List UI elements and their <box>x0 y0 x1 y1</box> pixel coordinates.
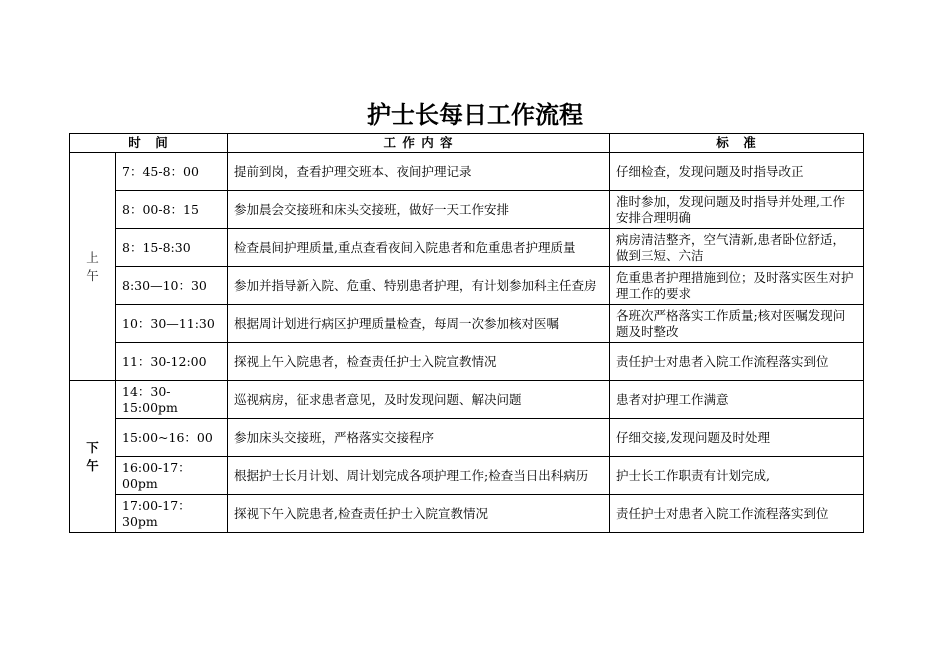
standard-cell: 患者对护理工作满意 <box>610 381 864 419</box>
header-time: 时 间 <box>70 134 228 153</box>
content-cell: 根据周计划进行病区护理质量检查，每周一次参加核对医嘱 <box>228 305 610 343</box>
standard-cell: 责任护士对患者入院工作流程落实到位 <box>610 343 864 381</box>
header-standard: 标 准 <box>610 134 864 153</box>
time-cell: 10：30—11:30 <box>116 305 228 343</box>
content-cell: 提前到岗，查看护理交班本、夜间护理记录 <box>228 153 610 191</box>
period-label: 下午 <box>86 439 99 473</box>
schedule-table <box>69 133 864 533</box>
table-row <box>70 267 864 305</box>
standard-cell: 危重患者护理措施到位；及时落实医生对护理工作的要求 <box>610 267 864 305</box>
time-cell: 7：45-8：00 <box>116 153 228 191</box>
table-row <box>70 419 864 457</box>
standard-cell: 责任护士对患者入院工作流程落实到位 <box>610 495 864 533</box>
standard-cell: 仔细交接,发现问题及时处理 <box>610 419 864 457</box>
standard-cell: 护士长工作职责有计划完成, <box>610 457 864 495</box>
time-cell: 8:30—10：30 <box>116 267 228 305</box>
time-cell: 8：00-8：15 <box>116 191 228 229</box>
content-cell: 检查晨间护理质量,重点查看夜间入院患者和危重患者护理质量 <box>228 229 610 267</box>
standard-cell: 各班次严格落实工作质量;核对医嘱发现问题及时整改 <box>610 305 864 343</box>
time-cell: 11：30-12:00 <box>116 343 228 381</box>
period-afternoon <box>70 381 116 533</box>
table-row <box>70 381 864 419</box>
page-title: 护士长每日工作流程 <box>367 101 583 129</box>
time-cell: 16:00-17：00pm <box>116 457 228 495</box>
content-cell: 参加晨会交接班和床头交接班，做好一天工作安排 <box>228 191 610 229</box>
header-content: 工 作 内 容 <box>228 134 610 153</box>
table-row <box>70 191 864 229</box>
table-row <box>70 305 864 343</box>
standard-cell: 病房清洁整齐，空气清新,患者卧位舒适，做到三短、六洁 <box>610 229 864 267</box>
standard-cell: 仔细检查，发现问题及时指导改正 <box>610 153 864 191</box>
table-row <box>70 495 864 533</box>
header-row <box>70 134 864 153</box>
time-cell: 14：30-15:00pm <box>116 381 228 419</box>
content-cell: 参加并指导新入院、危重、特别患者护理，有计划参加科主任查房 <box>228 267 610 305</box>
content-cell: 探视下午入院患者,检查责任护士入院宣教情况 <box>228 495 610 533</box>
standard-cell: 准时参加，发现问题及时指导并处理,工作安排合理明确 <box>610 191 864 229</box>
time-cell: 8：15-8:30 <box>116 229 228 267</box>
period-morning <box>70 153 116 381</box>
time-cell: 17:00-17：30pm <box>116 495 228 533</box>
time-cell: 15:00~16：00 <box>116 419 228 457</box>
content-cell: 巡视病房，征求患者意见，及时发现问题、解决问题 <box>228 381 610 419</box>
table-row <box>70 229 864 267</box>
content-cell: 参加床头交接班，严格落实交接程序 <box>228 419 610 457</box>
period-label: 上午 <box>86 249 99 283</box>
content-cell: 探视上午入院患者，检查责任护士入院宣教情况 <box>228 343 610 381</box>
table-row <box>70 153 864 191</box>
content-cell: 根据护士长月计划、周计划完成各项护理工作;检查当日出科病历 <box>228 457 610 495</box>
table-row <box>70 457 864 495</box>
table-row <box>70 343 864 381</box>
